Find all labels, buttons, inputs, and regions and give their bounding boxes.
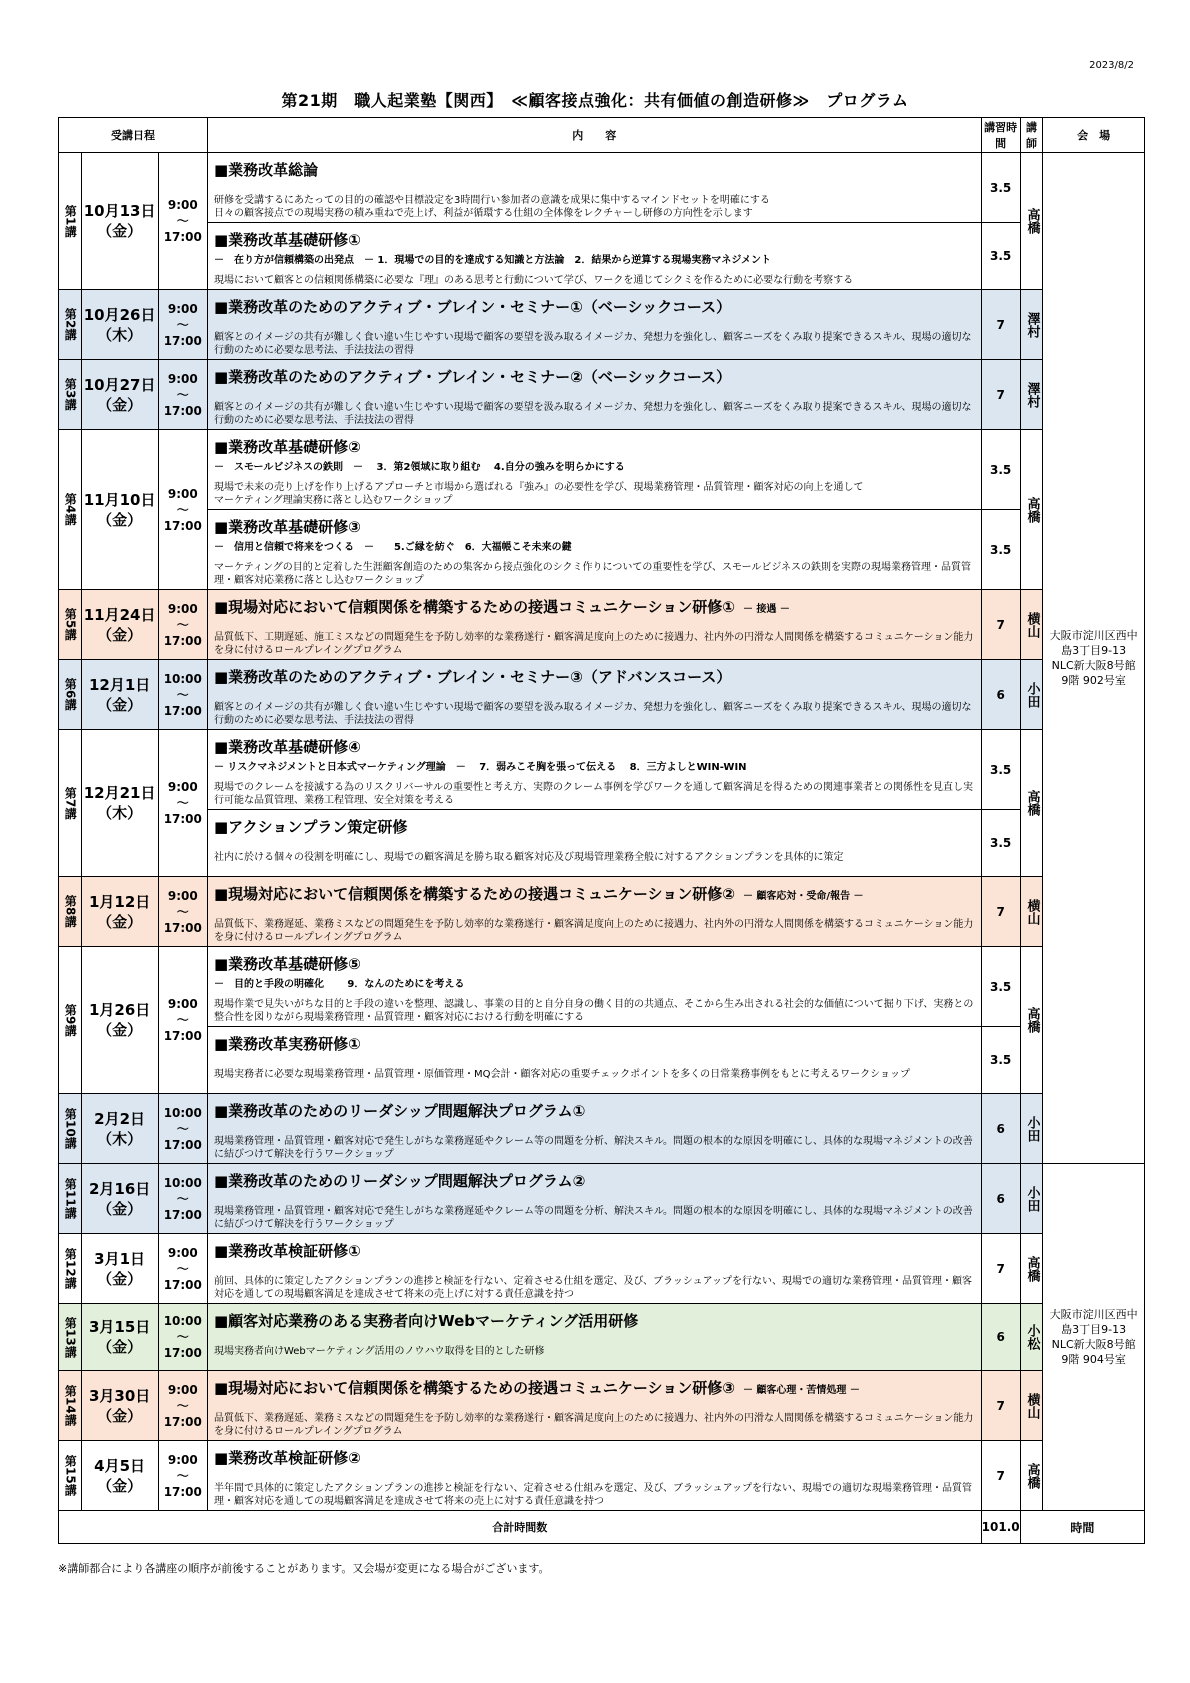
session-content: [207, 430, 981, 510]
session-title-main: ■業務改革基礎研修①: [213, 231, 361, 249]
lecture-instructor: 横山: [1020, 1371, 1043, 1441]
lecture-instructor: 澤村: [1020, 360, 1043, 430]
lecture-time: 9:00 ～ 17:00: [158, 430, 207, 590]
session-content: [207, 877, 981, 947]
lecture-number: 第10講: [59, 1094, 82, 1164]
total-hours: 101.0: [981, 1511, 1020, 1544]
lecture-session-row: [59, 430, 1145, 510]
lecture-session-row: [59, 153, 1145, 223]
lecture-session-row: [59, 877, 1145, 947]
lecture-session-row: [59, 223, 1145, 290]
session-hours: 3.5: [981, 730, 1020, 810]
session-content: [207, 660, 981, 730]
session-title-main: ■現場対応において信頼関係を構築するための接遇コミュニケーション研修①: [213, 598, 735, 616]
session-title: [214, 1310, 975, 1331]
session-title: [214, 436, 975, 457]
lecture-session-row: [59, 1441, 1145, 1511]
session-hours: 3.5: [981, 810, 1020, 877]
session-hours: 6: [981, 1164, 1020, 1234]
lecture-instructor: 高橋: [1020, 1234, 1043, 1304]
session-hours: 6: [981, 1304, 1020, 1371]
lecture-time: 9:00 ～ 17:00: [158, 877, 207, 947]
session-description: 顧客とのイメージの共有が難しく食い違い生じやすい現場で顧客の要望を汲み取るイメージカ、発想力を強化し、顧客ニーズをくみ取り提案できるスキル、現場の適切な行動のために必要な思考法、手法技法の習得: [213, 702, 972, 726]
lecture-number: 第4講: [59, 430, 82, 590]
session-hours: 7: [981, 290, 1020, 360]
session-title: [214, 516, 975, 537]
lecture-instructor: 小田: [1020, 1164, 1043, 1234]
lecture-time: 9:00 ～ 17:00: [158, 730, 207, 877]
session-hours: 7: [981, 1371, 1020, 1441]
lecture-date: 2月16日 （金）: [81, 1164, 158, 1234]
lecture-number: 第6講: [59, 660, 82, 730]
session-hours: 3.5: [981, 430, 1020, 510]
session-title-main: ■業務改革検証研修①: [213, 1242, 361, 1260]
table-header-row: [59, 118, 1145, 153]
lecture-time: 10:00～ 17:00: [158, 1304, 207, 1371]
session-hours: 7: [981, 1441, 1020, 1511]
session-subtitle: － 目的と手段の明確化 9．なんのためにを考える: [213, 979, 465, 990]
session-title-main: ■業務改革のためのアクティブ・ブレイン・セミナー①（ベーシックコース）: [213, 298, 732, 316]
session-hours: 7: [981, 360, 1020, 430]
session-description: 半年間で具体的に策定したアクションプランの進捗と検証を行ない、定着させる仕組みを選定、及び、ブラッシュアップを行ない、現場での適切な現場業務管理・品質管理・顧客対応を通しての現場顧客満足を達成させて将来の売上に対する責任意識を持つ: [213, 1483, 972, 1507]
session-title: [214, 596, 975, 617]
session-subtitle: － 信用と信頼で将来をつくる － 5.ご縁を紡ぐ 6．大福帳こそ未来の鍵: [213, 542, 572, 553]
session-title: [214, 296, 975, 317]
lecture-instructor: 小田: [1020, 660, 1043, 730]
session-title-main: ■業務改革のためのリーダシップ問題解決プログラム①: [213, 1102, 586, 1120]
session-title-main: ■アクションプラン策定研修: [213, 818, 408, 836]
lecture-number: 第3講: [59, 360, 82, 430]
session-description: 社内に於ける個々の役割を明確にし、現場での顧客満足を勝ち取る顧客対応及び現場管理業務全般に対するアクションプランを具体的に策定: [213, 852, 844, 863]
lecture-time: 9:00 ～ 17:00: [158, 590, 207, 660]
session-content: [207, 1441, 981, 1511]
session-title-main: ■業務改革検証研修②: [213, 1449, 361, 1467]
session-title: [214, 1170, 975, 1191]
session-subtitle: － スモールビジネスの鉄則 － 3．第2領域に取り組む 4.自分の強みを明らかにする: [213, 462, 625, 473]
header-content: 内 容: [207, 118, 981, 153]
lecture-number: 第5講: [59, 590, 82, 660]
lecture-session-row: [59, 1371, 1145, 1441]
total-row: [59, 1511, 1145, 1544]
session-title: [214, 1447, 975, 1468]
lecture-number: 第2講: [59, 290, 82, 360]
session-title-main: ■業務改革のためのリーダシップ問題解決プログラム②: [213, 1172, 586, 1190]
session-description: 研修を受講するにあたっての目的の確認や目標設定を3時間行い参加者の意識を成果に集中するマインドセットを明確にする 日々の顧客接点での現場実務の積み重ねで売上げ、利益が循環する仕組の全体像をレクチャーし研修の方向性を示します: [213, 195, 770, 219]
lecture-date: 10月27日 （金）: [81, 360, 158, 430]
lecture-instructor: 高橋: [1020, 1441, 1043, 1511]
session-content: [207, 360, 981, 430]
lecture-time: 10:00 ～ 17:00: [158, 660, 207, 730]
session-content: [207, 153, 981, 223]
session-hours: 3.5: [981, 947, 1020, 1027]
total-label: 合計時間数: [59, 1511, 982, 1544]
lecture-date: 2月2日 （木）: [81, 1094, 158, 1164]
program-table: [58, 117, 1145, 1544]
session-title-sub: － 顧客心理・苦情処理 －: [742, 1385, 860, 1396]
session-description: 現場で未来の売り上げを作り上げるアプローチと市場から選ばれる『強み』の必要性を学び、現場業務管理・品質管理・顧客対応の向上を通して マーケティング理論実務に落とし込むワークショップ: [213, 482, 864, 506]
lecture-number: 第8講: [59, 877, 82, 947]
lecture-time: 9:00 ～ 17:00: [158, 360, 207, 430]
session-hours: 7: [981, 1234, 1020, 1304]
lecture-session-row: [59, 1027, 1145, 1094]
lecture-session-row: [59, 1234, 1145, 1304]
lecture-time: 9:00 ～ 17:00: [158, 1234, 207, 1304]
lecture-number: 第14講: [59, 1371, 82, 1441]
session-title-main: ■現場対応において信頼関係を構築するための接遇コミュニケーション研修②: [213, 885, 735, 903]
lecture-date: 3月15日 （金）: [81, 1304, 158, 1371]
session-content: [207, 810, 981, 877]
lecture-session-row: [59, 660, 1145, 730]
lecture-date: 11月24日 （金）: [81, 590, 158, 660]
lecture-session-row: [59, 290, 1145, 360]
session-title-sub: － 接遇 －: [742, 604, 790, 615]
lecture-time: 10:00～ 17:00: [158, 1094, 207, 1164]
session-content: [207, 590, 981, 660]
lecture-session-row: [59, 730, 1145, 810]
session-description: 現場作業で見失いがちな目的と手段の違いを整理、認識し、事業の目的と自分自身の働く目的の共通点、そこから生み出される社会的な価値について掘り下げ、実務との整合性を図りながら現場業務管理・品質管理・顧客対応における行動を明確にする: [213, 999, 974, 1023]
session-title-main: ■業務改革のためのアクティブ・ブレイン・セミナー②（ベーシックコース）: [213, 368, 732, 386]
session-description: 顧客とのイメージの共有が難しく食い違い生じやすい現場で顧客の要望を汲み取るイメージカ、発想力を強化し、顧客ニーズをくみ取り提案できるスキル、現場の適切な行動のために必要な思考法、手法技法の習得: [213, 402, 972, 426]
document-date: 2023/8/2: [1089, 60, 1134, 71]
lecture-number: 第9講: [59, 947, 82, 1094]
session-description: 現場実務者向けWebマーケティング活用のノウハウ取得を目的とした研修: [213, 1346, 545, 1357]
venue-address: 大阪市淀川区西中島3丁目9-13 NLC新大阪8号館9階 904号室: [1043, 1164, 1145, 1511]
session-title-main: ■現場対応において信頼関係を構築するための接遇コミュニケーション研修③: [213, 1379, 735, 1397]
session-hours: 3.5: [981, 153, 1020, 223]
session-title-main: ■業務改革基礎研修④: [213, 738, 361, 756]
session-hours: 7: [981, 590, 1020, 660]
lecture-instructor: 高橋: [1020, 430, 1043, 590]
session-hours: 3.5: [981, 223, 1020, 290]
lecture-date: 10月13日 （金）: [81, 153, 158, 290]
lecture-session-row: [59, 510, 1145, 590]
lecture-session-row: [59, 590, 1145, 660]
lecture-date: 1月26日 （金）: [81, 947, 158, 1094]
session-hours: 7: [981, 877, 1020, 947]
session-description: マーケティングの目的と定着した生涯顧客創造のための集客から接点強化のシクミ作りについての重要性を学び、スモールビジネスの鉄則を実際の現場業務管理・品質管理・顧客対応業務に落とし込むワークショップ: [213, 562, 972, 586]
footnote: ※講師都合により各講座の順序が前後することがあります。又会場が変更になる場合がございます。: [58, 1562, 550, 1575]
session-description: 現場業務管理・品質管理・顧客対応で発生しがちな業務遅延やクレーム等の問題を分析、解決スキル。問題の根本的な原因を明確にし、具体的な現場マネジメントの改善に結びつけて解決を行うワークショップ: [213, 1136, 973, 1160]
session-content: [207, 1234, 981, 1304]
lecture-session-row: [59, 360, 1145, 430]
session-content: [207, 730, 981, 810]
session-hours: 6: [981, 1094, 1020, 1164]
session-title: [214, 1377, 975, 1398]
session-title: [214, 1100, 975, 1121]
session-content: [207, 1094, 981, 1164]
lecture-date: 11月10日 （金）: [81, 430, 158, 590]
session-subtitle: － リスクマネジメントと日本式マーケティング理論 － 7．弱みこそ胸を張って伝える 8．三方よしとWIN-WIN: [213, 762, 747, 773]
session-title-main: ■業務改革のためのアクティブ・ブレイン・セミナー③（アドバンスコース）: [213, 668, 732, 686]
session-title: [214, 1033, 975, 1054]
session-title: [214, 1240, 975, 1261]
lecture-number: 第7講: [59, 730, 82, 877]
lecture-instructor: 横山: [1020, 877, 1043, 947]
session-title: [214, 953, 975, 974]
header-venue: 会 場: [1043, 118, 1145, 153]
session-description: 現場において顧客との信頼関係構築に必要な『理』のある思考と行動について学び、ワークを通じてシクミを作るために必要な行動を考察する: [213, 275, 854, 286]
total-unit: 時間: [1020, 1511, 1144, 1544]
lecture-session-row: [59, 810, 1145, 877]
lecture-date: 12月1日 （金）: [81, 660, 158, 730]
lecture-instructor: 横山: [1020, 590, 1043, 660]
lecture-time: 9:00 ～ 17:00: [158, 290, 207, 360]
lecture-session-row: [59, 1094, 1145, 1164]
lecture-session-row: [59, 1304, 1145, 1371]
lecture-date: 12月21日 （木）: [81, 730, 158, 877]
session-title: [214, 736, 975, 757]
lecture-number: 第11講: [59, 1164, 82, 1234]
lecture-date: 4月5日 （金）: [81, 1441, 158, 1511]
lecture-date: 3月1日 （金）: [81, 1234, 158, 1304]
lecture-instructor: 高橋: [1020, 947, 1043, 1094]
session-hours: 6: [981, 660, 1020, 730]
session-title: [214, 666, 975, 687]
session-content: [207, 1164, 981, 1234]
session-content: [207, 510, 981, 590]
session-title-main: ■業務改革基礎研修②: [213, 438, 361, 456]
session-title: [214, 366, 975, 387]
session-title: [214, 229, 975, 250]
session-subtitle: － 在り方が信頼構築の出発点 － 1．現場での目的を達成する知識と方法論 2．結果から逆算する現場実務マネジメント: [213, 255, 772, 266]
lecture-instructor: 小松: [1020, 1304, 1043, 1371]
lecture-session-row: [59, 1164, 1145, 1234]
session-content: [207, 290, 981, 360]
lecture-time: 9:00 ～ 17:00: [158, 947, 207, 1094]
venue-address: 大阪市淀川区西中島3丁目9-13 NLC新大阪8号館9階 902号室: [1043, 153, 1145, 1164]
lecture-instructor: 澤村: [1020, 290, 1043, 360]
session-description: 顧客とのイメージの共有が難しく食い違い生じやすい現場で顧客の要望を汲み取るイメージカ、発想力を強化し、顧客ニーズをくみ取り提案できるスキル、現場の適切な行動のために必要な思考法、手法技法の習得: [213, 332, 972, 356]
session-description: 現場実務者に必要な現場業務管理・品質管理・原価管理・MQ会計・顧客対応の重要チェックポイントを多くの日常業務事例をもとに考えるワークショップ: [213, 1069, 910, 1080]
lecture-instructor: 高橋: [1020, 730, 1043, 877]
lecture-time: 9:00 ～ 17:00: [158, 1441, 207, 1511]
session-title-main: ■顧客対応業務のある実務者向けWebマーケティング活用研修: [213, 1312, 639, 1330]
session-title: [214, 816, 975, 837]
lecture-number: 第15講: [59, 1441, 82, 1511]
header-instructor: 講師: [1020, 118, 1043, 153]
lecture-instructor: 小田: [1020, 1094, 1043, 1164]
session-hours: 3.5: [981, 1027, 1020, 1094]
session-content: [207, 947, 981, 1027]
lecture-date: 10月26日 （木）: [81, 290, 158, 360]
session-content: [207, 223, 981, 290]
session-title-main: ■業務改革実務研修①: [213, 1035, 361, 1053]
session-content: [207, 1371, 981, 1441]
lecture-time: 9:00 ～ 17:00: [158, 153, 207, 290]
lecture-instructor: 高橋: [1020, 153, 1043, 290]
session-title-main: ■業務改革基礎研修③: [213, 518, 361, 536]
session-description: 前回、具体的に策定したアクションプランの進捗と検証を行ない、定着させる仕組を選定、及び、ブラッシュアップを行ない、現場での適切な業務管理・品質管理・顧客対応を通しての現場顧客満足を達成させて将来の売上げに対する責任意識を持つ: [213, 1276, 972, 1300]
session-description: 現場でのクレームを接滅する為のリスクリバーサルの重要性と考え方、実際のクレーム事例を学びワークを通して顧客満足を得るための関連事業者との関係性を見直し実行可能な品質管理、業務工程管理、安全対策を考える: [213, 782, 973, 806]
session-title: [214, 883, 975, 904]
lecture-number: 第12講: [59, 1234, 82, 1304]
session-title-main: ■業務改革総論: [213, 161, 319, 179]
session-hours: 3.5: [981, 510, 1020, 590]
session-description: 品質低下、業務遅延、業務ミスなどの問題発生を予防し効率的な業務遂行・顧客満足度向上のために接遇力、社内外の円滑な人間関係を構築するコミュニケーション能力を身に付けるロールプレイングプログラム: [213, 919, 974, 943]
session-description: 品質低下、業務遅延、業務ミスなどの問題発生を予防し効率的な業務遂行・顧客満足度向上のために接遇力、社内外の円滑な人間関係を構築するコミュニケーション能力を身に付けるロールプレイングプログラム: [213, 1413, 974, 1437]
header-hours: 講習時間: [981, 118, 1020, 153]
lecture-number: 第1講: [59, 153, 82, 290]
session-content: [207, 1027, 981, 1094]
lecture-number: 第13講: [59, 1304, 82, 1371]
lecture-time: 10:00～ 17:00: [158, 1164, 207, 1234]
lecture-session-row: [59, 947, 1145, 1027]
session-content: [207, 1304, 981, 1371]
session-title: [214, 159, 975, 180]
session-title-main: ■業務改革基礎研修⑤: [213, 955, 361, 973]
session-title-sub: － 顧客応対・受命/報告 －: [742, 891, 864, 902]
lecture-date: 1月12日 （金）: [81, 877, 158, 947]
header-schedule: 受講日程: [59, 118, 208, 153]
lecture-time: 9:00 ～ 17:00: [158, 1371, 207, 1441]
session-description: 品質低下、工期遅延、施工ミスなどの問題発生を予防し効率的な業務遂行・顧客満足度向上のために接遇力、社内外の円滑な人間関係を構築するコミュニケーション能力を身に付けるロールプレイングプログラム: [213, 632, 974, 656]
document-title: 第21期 職人起業塾【関西】 ≪顧客接点強化：共有価値の創造研修≫ プログラム: [281, 91, 909, 110]
session-description: 現場業務管理・品質管理・顧客対応で発生しがちな業務遅延やクレーム等の問題を分析、解決スキル。問題の根本的な原因を明確にし、具体的な現場マネジメントの改善に結びつけて解決を行うワークショップ: [213, 1206, 973, 1230]
lecture-date: 3月30日 （金）: [81, 1371, 158, 1441]
